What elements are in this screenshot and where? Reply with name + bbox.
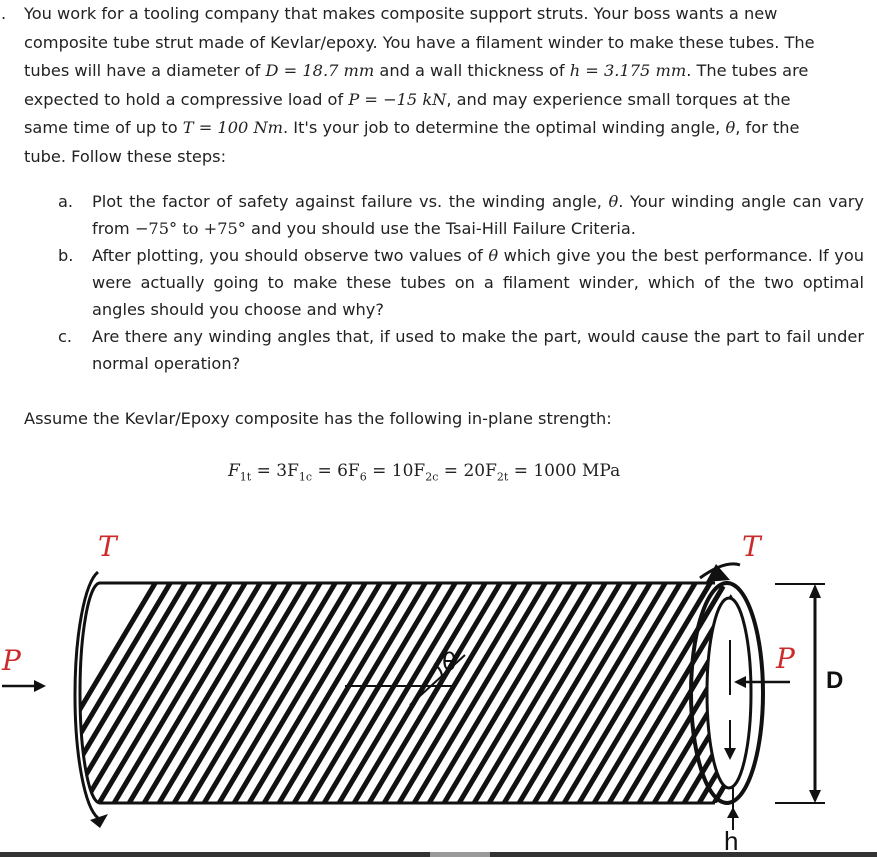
fiber-line <box>395 575 535 810</box>
text-fragment: expected to hold a compressive load of <box>24 89 349 109</box>
fiber-line <box>770 575 877 810</box>
problem-bullet: . <box>1 4 7 23</box>
fiber-line <box>575 575 715 810</box>
step-text: . Your winding angle can vary from <box>92 192 864 238</box>
fiber-line <box>545 575 685 810</box>
fiber-line <box>440 575 580 810</box>
text-fragment: same time of up to <box>24 118 183 137</box>
fiber-line <box>815 575 877 810</box>
fiber-line <box>410 575 550 810</box>
torque-label-left: T <box>98 530 117 563</box>
step-text: and you should use the Tsai-Hill Failure Criteria. <box>245 219 636 238</box>
fiber-line <box>245 575 385 810</box>
fiber-line <box>845 575 877 810</box>
eq-part: = 10F <box>366 461 426 481</box>
step-text: Plot the factor of safety against failure vs. the winding angle, <box>92 192 609 211</box>
eq-subscript: 2c <box>425 470 439 484</box>
page-bottom-highlight <box>430 852 490 857</box>
fiber-line <box>290 575 430 810</box>
problem-line-3 <box>24 57 868 86</box>
diameter-equation: D = 18.7 mm <box>265 61 375 80</box>
fiber-line <box>170 575 310 810</box>
step-text: which give you the best performance. If you were actually going to make these tubes on a filament winder, which of the two optimal angles should you choose and why? <box>92 246 864 319</box>
fiber-line <box>20 575 160 810</box>
eq-part: = 20F <box>438 461 497 481</box>
fiber-line <box>740 575 877 810</box>
eq-subscript: 1c <box>298 470 313 484</box>
strength-equation <box>228 461 620 483</box>
arrowhead <box>34 680 46 692</box>
fiber-line <box>215 575 355 810</box>
load-label-right: P <box>776 642 795 675</box>
step-a <box>58 188 864 242</box>
fiber-line <box>350 575 490 810</box>
step-text: Are there any winding angles that, if used to make the part, would cause the part to fail under normal operation? <box>92 327 864 373</box>
fiber-line <box>185 575 325 810</box>
load-label-left: P <box>2 644 21 677</box>
fiber-line <box>485 575 625 810</box>
fiber-line <box>560 575 700 810</box>
step-label: b. <box>58 246 74 265</box>
fiber-line <box>140 575 280 810</box>
arrowhead <box>727 807 739 818</box>
assumption-text: Assume the Kevlar/Epoxy composite has the following in-plane strength: <box>24 409 612 428</box>
arrowhead <box>90 814 108 828</box>
fiber-line <box>380 575 520 810</box>
fiber-line <box>95 575 235 810</box>
tube-diagram <box>0 520 877 852</box>
problem-line-6: tube. Follow these steps: <box>24 146 227 166</box>
text-fragment: . It's your job to determine the optimal winding angle, <box>283 118 726 137</box>
problem-line-4 <box>24 86 868 115</box>
fiber-line <box>455 575 595 810</box>
step-label: c. <box>58 327 73 346</box>
fiber-line <box>470 575 610 810</box>
text-fragment: and a wall thickness of <box>374 61 570 80</box>
thickness-label: h <box>724 826 739 852</box>
eq-symbol: F <box>228 461 240 481</box>
fiber-line <box>425 575 565 810</box>
fiber-line <box>80 575 220 810</box>
theta-label: θ <box>442 648 457 676</box>
eq-part: = 6F <box>312 461 360 481</box>
fiber-line <box>35 575 175 810</box>
eq-subscript: 6 <box>359 470 367 484</box>
problem-line-5 <box>24 114 868 143</box>
angle-range: −75° to +75° <box>134 219 246 238</box>
diameter-label: D <box>826 667 844 694</box>
step-text: After plotting, you should observe two values of <box>92 246 489 265</box>
fiber-line <box>530 575 670 810</box>
problem-statement <box>1 0 868 171</box>
fiber-line <box>275 575 415 810</box>
eq-part: = 1000 MPa <box>508 461 621 481</box>
fiber-line <box>365 575 505 810</box>
problem-line-2: composite tube strut made of Kevlar/epoxy. You have a filament winder to make these tubes. The <box>24 32 815 52</box>
problem-line-1: You work for a tooling company that makes composite support struts. Your boss wants a new <box>24 4 778 23</box>
steps-list <box>58 188 864 377</box>
step-label: a. <box>58 192 74 211</box>
theta-symbol: θ <box>608 192 619 211</box>
load-equation: P = −15 kN <box>348 89 447 109</box>
fiber-line <box>515 575 655 810</box>
torque-label-right: T <box>742 530 761 563</box>
step-c <box>58 323 864 377</box>
page-bottom-bar <box>0 852 877 857</box>
thickness-equation: h = 3.175 mm <box>569 61 687 80</box>
fiber-line <box>230 575 370 810</box>
text-fragment: , for the <box>735 118 800 137</box>
fiber-line <box>320 575 460 810</box>
fiber-line <box>500 575 640 810</box>
torque-equation: T = 100 Nm <box>182 118 283 137</box>
fiber-line <box>110 575 250 810</box>
eq-part: = 3F <box>251 461 299 481</box>
text-fragment: tubes will have a diameter of <box>24 61 266 80</box>
theta-symbol: θ <box>725 118 736 137</box>
eq-subscript: 2t <box>496 470 509 484</box>
fiber-line <box>125 575 265 810</box>
fiber-line <box>335 575 475 810</box>
eq-subscript: 1t <box>239 470 252 484</box>
fiber-line <box>155 575 295 810</box>
text-fragment: . The tubes are <box>686 61 809 80</box>
step-b <box>58 242 864 323</box>
fiber-line <box>260 575 400 810</box>
fiber-line <box>200 575 340 810</box>
theta-symbol: θ <box>488 246 499 265</box>
text-fragment: , and may experience small torques at the <box>446 89 791 109</box>
arrowhead <box>809 790 821 803</box>
fiber-line <box>50 575 190 810</box>
arrowhead <box>809 584 821 598</box>
